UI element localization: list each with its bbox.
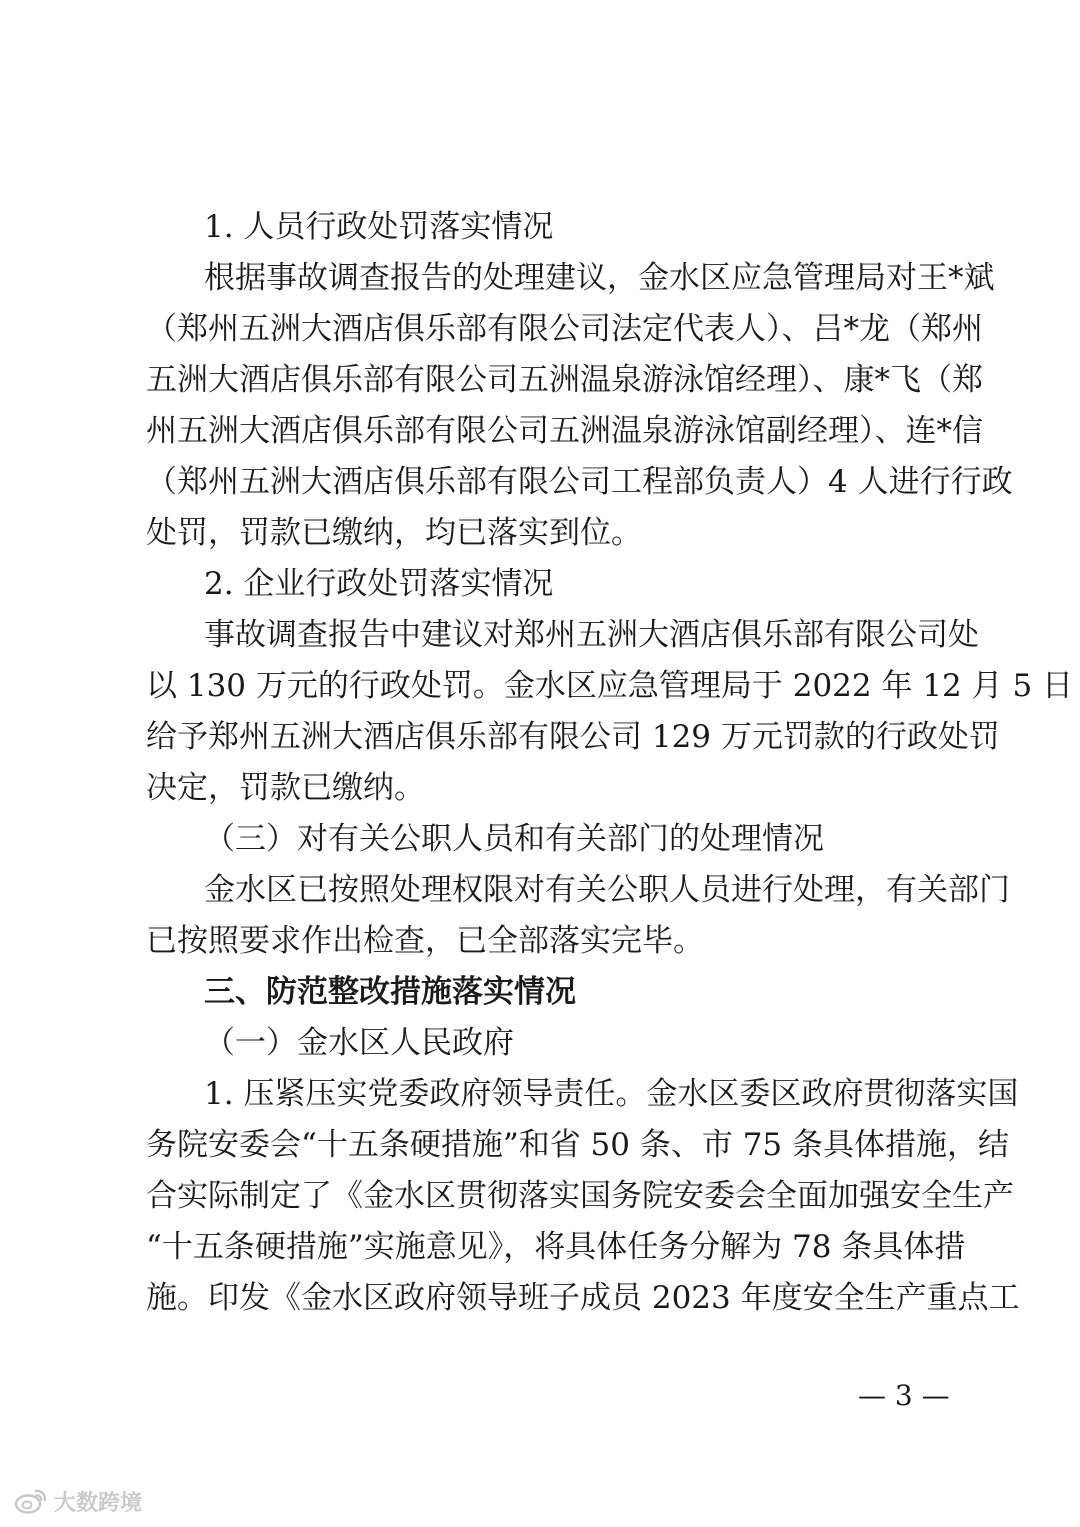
paragraph-line: （郑州五洲大酒店俱乐部有限公司法定代表人）、吕*龙（郑州 (146, 311, 983, 347)
paragraph-line: 给予郑州五洲大酒店俱乐部有限公司 129 万元罚款的行政处罚 (146, 719, 1000, 755)
paragraph-line: 五洲大酒店俱乐部有限公司五洲温泉游泳馆经理）、康*飞（郑 (146, 362, 983, 398)
paragraph-line: 合实际制定了《金水区贯彻落实国务院安委会全面加强安全生产 (146, 1178, 1014, 1214)
subheading-district-government: （一）金水区人民政府 (204, 1025, 514, 1061)
paragraph-line: 州五洲大酒店俱乐部有限公司五洲温泉游泳馆副经理）、连*信 (146, 413, 983, 449)
paragraph-line: 处罚，罚款已缴纳，均已落实到位。 (146, 515, 642, 551)
weibo-logo-icon (14, 1487, 48, 1515)
paragraph-line: 1. 压紧压实党委政府领导责任。金水区委区政府贯彻落实国 (204, 1076, 1019, 1112)
page-number: — 3 — (858, 1379, 950, 1412)
watermark-text: 大数跨境 (54, 1490, 143, 1516)
paragraph-line: 以 130 万元的行政处罚。金水区应急管理局于 2022 年 12 月 5 日 (146, 668, 1074, 704)
paragraph-line: 金水区已按照处理权限对有关公职人员进行处理，有关部门 (204, 872, 1010, 908)
paragraph-line: 施。印发《金水区政府领导班子成员 2023 年度安全生产重点工 (146, 1280, 1020, 1316)
paragraph-line: 事故调查报告中建议对郑州五洲大酒店俱乐部有限公司处 (204, 617, 979, 653)
paragraph-line: （郑州五洲大酒店俱乐部有限公司工程部负责人）4 人进行行政 (146, 464, 1013, 500)
paragraph-line: 务院安委会“十五条硬措施”和省 50 条、市 75 条具体措施，结 (146, 1127, 1010, 1163)
paragraph-line: 已按照要求作出检查，已全部落实完毕。 (146, 923, 704, 959)
watermark (14, 1486, 142, 1516)
subheading-enterprise-penalty: 2. 企业行政处罚落实情况 (204, 566, 554, 602)
subheading-personnel-penalty: 1. 人员行政处罚落实情况 (204, 209, 554, 245)
paragraph-line: 决定，罚款已缴纳。 (146, 770, 425, 806)
subheading-officials-handling: （三）对有关公职人员和有关部门的处理情况 (204, 821, 824, 857)
section-heading-prevention: 三、防范整改措施落实情况 (204, 974, 576, 1010)
paragraph-line: 根据事故调查报告的处理建议，金水区应急管理局对王*斌 (204, 260, 995, 296)
paragraph-line: “十五条硬措施”实施意见》，将具体任务分解为 78 条具体措 (146, 1229, 966, 1265)
